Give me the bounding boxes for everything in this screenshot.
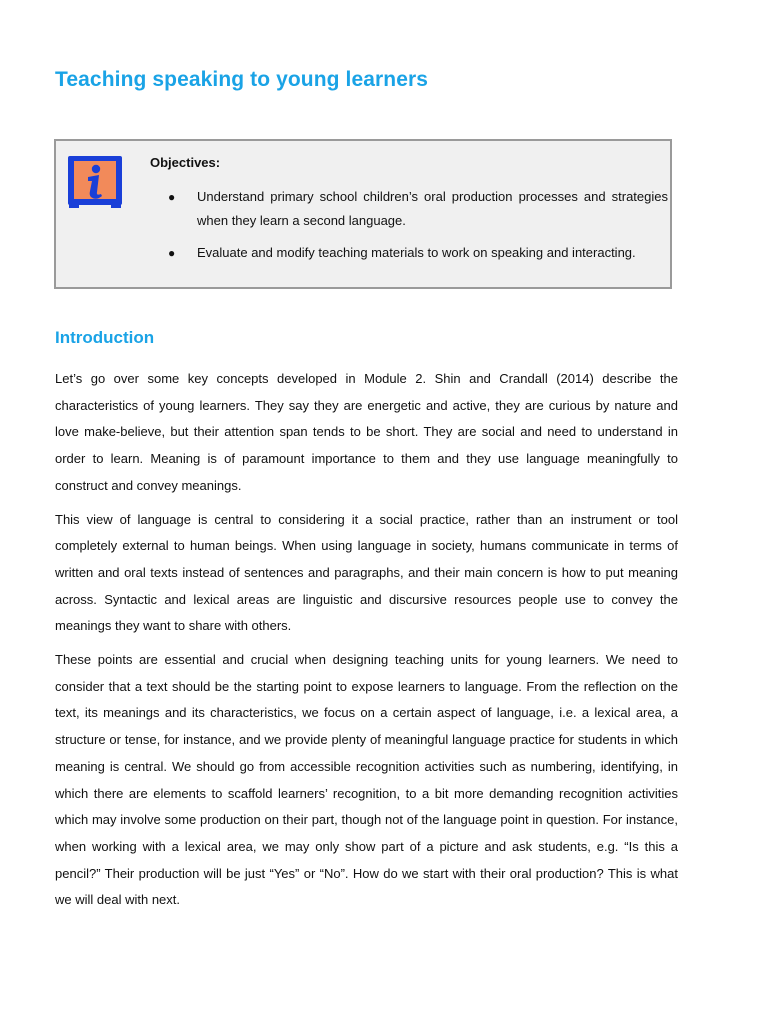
objectives-heading: Objectives:	[150, 155, 221, 170]
objective-item	[168, 185, 668, 233]
objective-item	[168, 241, 668, 265]
body-paragraph: This view of language is central to considering it a social practice, rather than an instrument or tool completely external to human beings. When using language in society, humans communicate in terms of written and oral texts instead of sentences and paragraphs, and their main concern is how to put meaning across. Syntactic and lexical areas are linguistic and discursive resources people use to convey the meanings they want to share with others.	[55, 511, 678, 634]
document-title: Teaching speaking to young learners	[55, 68, 429, 91]
objective-text: Evaluate and modify teaching materials to work on speaking and interacting.	[197, 245, 636, 260]
introduction-body	[55, 366, 678, 921]
objectives-box	[54, 139, 672, 289]
bullet-icon: ●	[168, 246, 176, 260]
introduction-heading: Introduction	[55, 328, 155, 347]
bullet-icon: ●	[168, 190, 176, 204]
body-paragraph: Let’s go over some key concepts developed in Module 2. Shin and Crandall (2014) describe the characteristics of young learners. They say they are energetic and active, they are curious by nature and love make-believe, but their attention span tends to be short. They are social and need to understand in order to learn. Meaning is of paramount importance to them and they use language meaningfully to construct and convey meanings.	[55, 371, 678, 493]
body-paragraph: These points are essential and crucial when designing teaching units for young learners. We need to consider that a text should be the starting point to expose learners to language. From the reflection on the text, its meanings and its characteristics, we focus on a certain aspect of language, i.e. a lexical area, a structure or tense, for instance, and we provide plenty of meaningful language practice for students in which meaning is central. We should go from accessible recognition activities such as numbering, identifying, in which there are elements to scaffold learners’ recognition, to a bit more demanding recognition activities which may involve some production on their part, though not of the language point in question. For instance, when working with a lexical area, we may only show part of a picture and ask students, e.g. “Is this a pencil?” Their production will be just “Yes” or “No”. How do we start with their oral production? This is what we will deal with next.	[55, 652, 678, 908]
objectives-list	[168, 185, 668, 273]
info-icon	[67, 155, 123, 210]
objective-text: Understand primary school children’s oral production processes and strategies when they learn a second language.	[197, 189, 668, 228]
